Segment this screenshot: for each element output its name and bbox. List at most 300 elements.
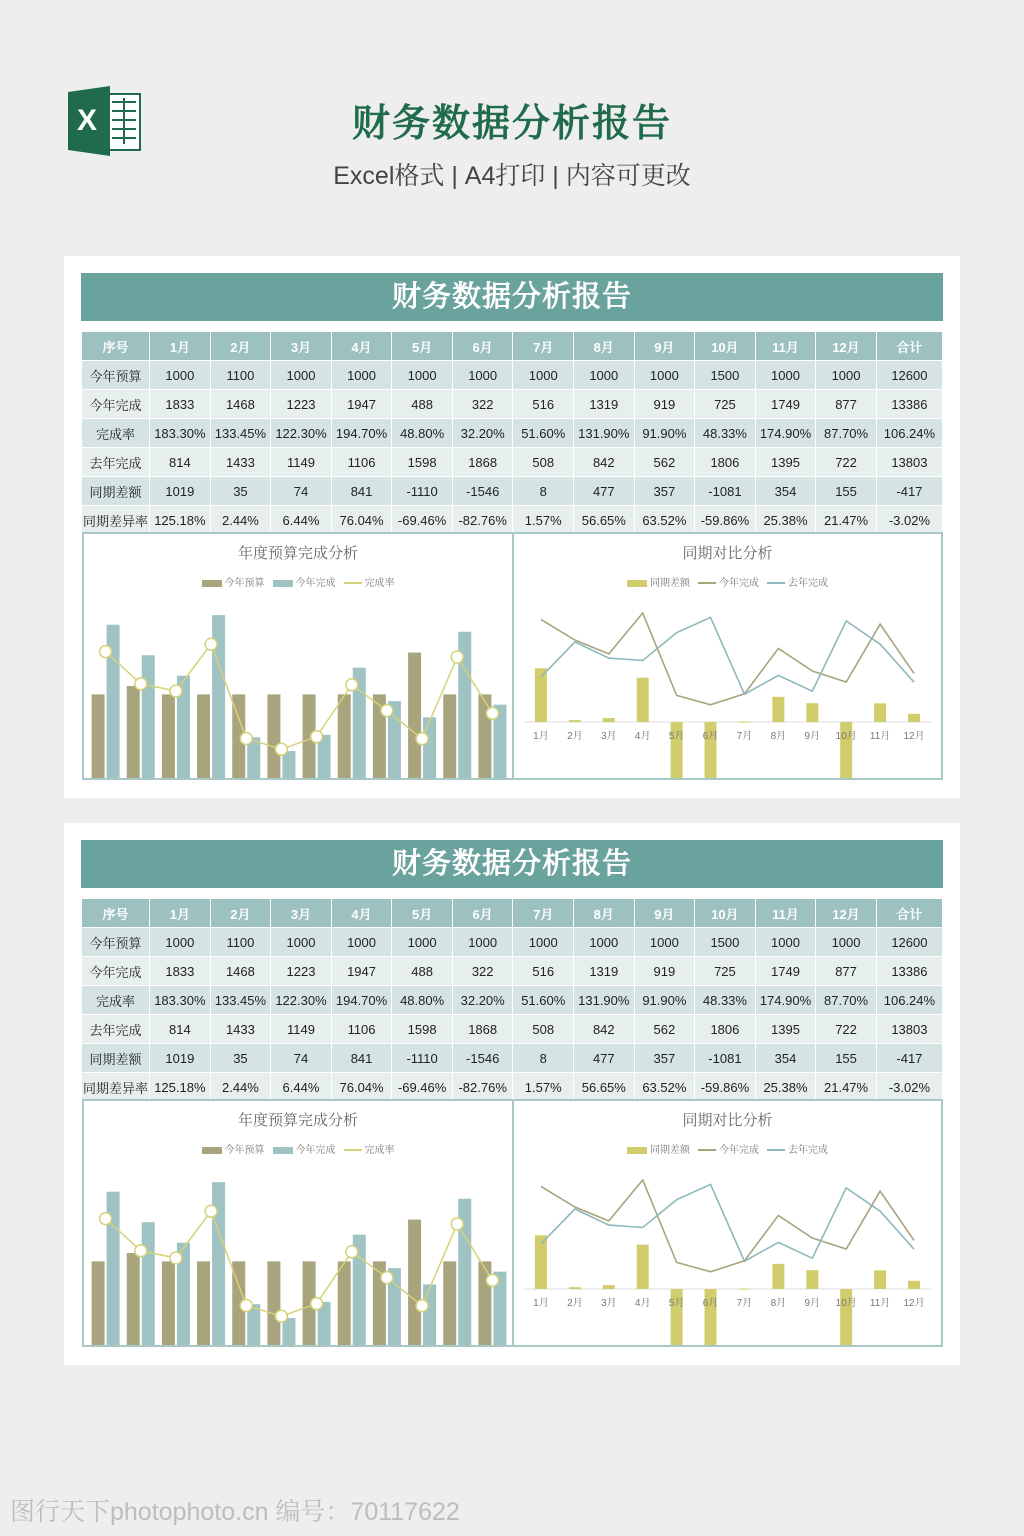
table-cell: 13386 xyxy=(876,390,942,419)
table-cell: 2.44% xyxy=(210,506,271,535)
column-header: 12月 xyxy=(816,332,877,361)
table-cell: 1000 xyxy=(150,928,211,957)
table-cell: 76.04% xyxy=(331,506,392,535)
table-cell: 1749 xyxy=(755,957,816,986)
table-cell: 562 xyxy=(634,448,695,477)
table-cell: 842 xyxy=(574,448,635,477)
x-tick-label: 8月 xyxy=(770,731,787,742)
column-header: 序号 xyxy=(82,899,150,928)
table-cell: 133.45% xyxy=(210,986,271,1015)
table-cell: 1000 xyxy=(452,361,513,390)
report-title: 财务数据分析报告 xyxy=(81,840,943,888)
completion-rate-point xyxy=(205,1205,217,1217)
budget-bar xyxy=(443,1261,456,1345)
last-year-line xyxy=(541,617,914,694)
page-header xyxy=(0,0,1024,230)
table-cell: 357 xyxy=(634,477,695,506)
table-header-row xyxy=(82,332,943,361)
this-year-line xyxy=(541,1180,914,1272)
report-card-2 xyxy=(64,823,960,1365)
column-header: 4月 xyxy=(331,332,392,361)
yoy-diff-bar xyxy=(908,714,920,722)
table-cell: 1000 xyxy=(392,928,453,957)
table-cell: -82.76% xyxy=(452,506,513,535)
table-cell: 76.04% xyxy=(331,1073,392,1102)
completion-rate-point xyxy=(486,1274,498,1286)
legend-label: 同期差额 xyxy=(650,1145,690,1156)
column-header: 3月 xyxy=(271,332,332,361)
table-cell: 1.57% xyxy=(513,1073,574,1102)
table-cell: 13803 xyxy=(876,1015,942,1044)
table-cell: 21.47% xyxy=(816,1073,877,1102)
table-cell: 6.44% xyxy=(271,1073,332,1102)
table-cell: -1081 xyxy=(695,1044,756,1073)
table-cell: 56.65% xyxy=(574,506,635,535)
table-cell: 1000 xyxy=(755,928,816,957)
table-cell: 322 xyxy=(452,957,513,986)
table-row xyxy=(82,390,943,419)
table-row xyxy=(82,448,943,477)
table-cell: 1947 xyxy=(331,957,392,986)
column-header: 2月 xyxy=(210,899,271,928)
table-cell: 155 xyxy=(816,1044,877,1073)
table-cell: 48.33% xyxy=(695,419,756,448)
completion-rate-point xyxy=(205,638,217,650)
table-cell: 106.24% xyxy=(876,419,942,448)
legend-label: 今年预算 xyxy=(224,1145,265,1156)
watermark: 图行天下photophoto.cn 编号：70117622 xyxy=(10,1498,460,1526)
x-tick-label: 3月 xyxy=(601,731,617,742)
table-cell: 13386 xyxy=(876,957,942,986)
table-cell: 91.90% xyxy=(634,986,695,1015)
x-tick-label: 6月 xyxy=(702,1298,719,1309)
yoy-diff-bar xyxy=(603,1285,615,1289)
table-cell: 1000 xyxy=(574,928,635,957)
legend-label: 今年完成 xyxy=(295,1145,336,1156)
table-cell: 1000 xyxy=(331,928,392,957)
completed-bar xyxy=(142,655,155,778)
completion-rate-point xyxy=(275,1310,287,1322)
column-header: 10月 xyxy=(695,899,756,928)
table-cell: 2.44% xyxy=(210,1073,271,1102)
table-cell: 1319 xyxy=(574,957,635,986)
table-cell: 74 xyxy=(271,1044,332,1073)
table-cell: 1868 xyxy=(452,1015,513,1044)
table-cell: 322 xyxy=(452,390,513,419)
table-cell: 1000 xyxy=(634,928,695,957)
completion-rate-point xyxy=(381,705,393,717)
table-cell: -1110 xyxy=(392,477,453,506)
table-cell: 1000 xyxy=(755,361,816,390)
column-header: 3月 xyxy=(271,899,332,928)
yoy-diff-bar xyxy=(738,1289,750,1290)
column-header: 序号 xyxy=(82,332,150,361)
column-header: 8月 xyxy=(574,332,635,361)
table-row xyxy=(82,477,943,506)
budget-bar xyxy=(267,1261,280,1345)
table-cell: 48.80% xyxy=(392,986,453,1015)
yoy-diff-bar xyxy=(874,703,886,722)
table-cell: -1546 xyxy=(452,477,513,506)
table-cell: 87.70% xyxy=(816,419,877,448)
table-header-row xyxy=(82,899,943,928)
budget-bar xyxy=(197,694,210,778)
budget-bar xyxy=(408,653,421,778)
table-cell: 1319 xyxy=(574,390,635,419)
column-header: 9月 xyxy=(634,899,695,928)
table-cell: 877 xyxy=(816,957,877,986)
table-cell: 725 xyxy=(695,390,756,419)
column-header: 6月 xyxy=(452,332,513,361)
table-cell: 35 xyxy=(210,477,271,506)
table-cell: 1106 xyxy=(331,1015,392,1044)
table-cell: 1500 xyxy=(695,361,756,390)
table-cell: -69.46% xyxy=(392,506,453,535)
legend-label: 今年完成 xyxy=(719,1145,759,1156)
table-cell: 25.38% xyxy=(755,1073,816,1102)
table-cell: 1468 xyxy=(210,390,271,419)
column-header: 8月 xyxy=(574,899,635,928)
budget-bar xyxy=(338,694,351,778)
table-cell: 1433 xyxy=(210,1015,271,1044)
row-label: 今年完成 xyxy=(82,390,150,419)
completion-rate-point xyxy=(240,732,252,744)
table-cell: -1081 xyxy=(695,477,756,506)
table-cell: 1395 xyxy=(755,448,816,477)
table-cell: 1000 xyxy=(271,361,332,390)
table-cell: 1000 xyxy=(513,361,574,390)
table-cell: 477 xyxy=(574,1044,635,1073)
completion-rate-point xyxy=(135,1245,147,1257)
table-cell: 1000 xyxy=(634,361,695,390)
table-cell: 841 xyxy=(331,477,392,506)
table-cell: 74 xyxy=(271,477,332,506)
budget-completion-chart xyxy=(82,1099,512,1347)
completed-bar xyxy=(423,1284,436,1345)
legend-label: 今年完成 xyxy=(719,578,759,589)
this-year-line xyxy=(541,613,914,705)
table-cell: 51.60% xyxy=(513,419,574,448)
column-header: 6月 xyxy=(452,899,513,928)
x-tick-label: 1月 xyxy=(533,1298,549,1309)
table-cell: 131.90% xyxy=(574,419,635,448)
x-tick-label: 6月 xyxy=(702,731,719,742)
table-cell: 1868 xyxy=(452,448,513,477)
table-cell: 841 xyxy=(331,1044,392,1073)
table-row xyxy=(82,928,943,957)
table-cell: 1000 xyxy=(452,928,513,957)
x-tick-label: 9月 xyxy=(804,731,821,742)
table-cell: -417 xyxy=(876,1044,942,1073)
column-header: 5月 xyxy=(392,899,453,928)
x-tick-label: 11月 xyxy=(869,1298,891,1309)
chart-title: 同期对比分析 xyxy=(682,545,773,562)
table-cell: 106.24% xyxy=(876,986,942,1015)
budget-bar xyxy=(127,686,140,778)
legend-label: 完成率 xyxy=(364,578,395,589)
table-cell: -59.86% xyxy=(695,506,756,535)
x-tick-label: 11月 xyxy=(869,731,891,742)
completion-rate-point xyxy=(100,646,112,658)
x-tick-label: 3月 xyxy=(601,1298,617,1309)
table-cell: 842 xyxy=(574,1015,635,1044)
completed-bar xyxy=(423,717,436,778)
budget-bar xyxy=(162,1261,175,1345)
column-header: 11月 xyxy=(755,899,816,928)
table-cell: -1110 xyxy=(392,1044,453,1073)
table-cell: 21.47% xyxy=(816,506,877,535)
table-cell: 814 xyxy=(150,448,211,477)
table-cell: 722 xyxy=(816,1015,877,1044)
x-tick-label: 7月 xyxy=(736,731,753,742)
table-cell: 1019 xyxy=(150,477,211,506)
row-label: 今年预算 xyxy=(82,361,150,390)
table-cell: 516 xyxy=(513,957,574,986)
row-label: 同期差异率 xyxy=(82,506,150,535)
page-title: 财务数据分析报告 xyxy=(351,103,672,145)
finance-table xyxy=(81,331,943,535)
column-header: 2月 xyxy=(210,332,271,361)
table-cell: -69.46% xyxy=(392,1073,453,1102)
table-cell: 354 xyxy=(755,1044,816,1073)
table-row xyxy=(82,1015,943,1044)
row-label: 今年完成 xyxy=(82,957,150,986)
table-cell: 1000 xyxy=(816,361,877,390)
x-tick-label: 7月 xyxy=(736,1298,753,1309)
table-cell: 131.90% xyxy=(574,986,635,1015)
x-tick-label: 5月 xyxy=(668,1298,685,1309)
column-header: 5月 xyxy=(392,332,453,361)
x-tick-label: 12月 xyxy=(903,731,925,742)
yoy-diff-bar xyxy=(569,1287,581,1289)
table-cell: 32.20% xyxy=(452,986,513,1015)
completion-rate-point xyxy=(486,707,498,719)
table-row xyxy=(82,419,943,448)
table-cell: 56.65% xyxy=(574,1073,635,1102)
table-cell: 1100 xyxy=(210,928,271,957)
table-cell: 508 xyxy=(513,448,574,477)
excel-logo-letter: X xyxy=(76,104,98,137)
budget-bar xyxy=(478,1261,491,1345)
table-row xyxy=(82,957,943,986)
table-cell: 48.80% xyxy=(392,419,453,448)
x-tick-label: 1月 xyxy=(533,731,549,742)
table-cell: 25.38% xyxy=(755,506,816,535)
table-cell: 477 xyxy=(574,477,635,506)
yoy-diff-bar xyxy=(806,703,818,722)
row-label: 同期差异率 xyxy=(82,1073,150,1102)
column-header: 7月 xyxy=(513,332,574,361)
completed-bar xyxy=(142,1222,155,1345)
row-label: 今年预算 xyxy=(82,928,150,957)
completion-rate-point xyxy=(451,1218,463,1230)
table-cell: 1019 xyxy=(150,1044,211,1073)
row-label: 同期差额 xyxy=(82,477,150,506)
table-cell: 1149 xyxy=(271,1015,332,1044)
table-cell: 357 xyxy=(634,1044,695,1073)
yoy-diff-bar xyxy=(772,697,784,722)
column-header: 4月 xyxy=(331,899,392,928)
column-header: 9月 xyxy=(634,332,695,361)
table-cell: 8 xyxy=(513,477,574,506)
completion-rate-point xyxy=(275,743,287,755)
table-cell: 87.70% xyxy=(816,986,877,1015)
table-cell: 877 xyxy=(816,390,877,419)
completion-rate-point xyxy=(100,1213,112,1225)
row-label: 去年完成 xyxy=(82,1015,150,1044)
table-cell: 1000 xyxy=(331,361,392,390)
table-row xyxy=(82,986,943,1015)
completion-rate-point xyxy=(416,1300,428,1312)
column-header: 11月 xyxy=(755,332,816,361)
completion-rate-point xyxy=(240,1299,252,1311)
table-cell: 1468 xyxy=(210,957,271,986)
yoy-diff-bar xyxy=(772,1264,784,1289)
yoy-diff-bar xyxy=(637,678,649,722)
yoy-diff-bar xyxy=(908,1281,920,1289)
x-tick-label: 4月 xyxy=(634,731,651,742)
budget-bar xyxy=(408,1220,421,1345)
completion-rate-point xyxy=(170,685,182,697)
completion-rate-point xyxy=(170,1252,182,1264)
table-cell: 1223 xyxy=(271,390,332,419)
row-label: 同期差额 xyxy=(82,1044,150,1073)
legend-label: 今年完成 xyxy=(295,578,336,589)
table-cell: 1223 xyxy=(271,957,332,986)
legend-label: 今年预算 xyxy=(224,578,265,589)
yoy-diff-bar xyxy=(637,1245,649,1289)
yoy-diff-bar xyxy=(569,720,581,722)
table-row xyxy=(82,1073,943,1102)
table-cell: 91.90% xyxy=(634,419,695,448)
chart-title: 年度预算完成分析 xyxy=(237,545,358,562)
report-card-1 xyxy=(64,256,960,798)
table-cell: 354 xyxy=(755,477,816,506)
budget-bar xyxy=(197,1261,210,1345)
table-cell: 1.57% xyxy=(513,506,574,535)
table-cell: 919 xyxy=(634,390,695,419)
legend-label: 完成率 xyxy=(364,1145,395,1156)
table-cell: 183.30% xyxy=(150,419,211,448)
table-cell: -59.86% xyxy=(695,1073,756,1102)
budget-completion-chart xyxy=(82,532,512,780)
x-tick-label: 10月 xyxy=(835,1298,857,1309)
table-cell: 35 xyxy=(210,1044,271,1073)
legend-label: 去年完成 xyxy=(788,578,828,589)
table-cell: -82.76% xyxy=(452,1073,513,1102)
table-cell: 63.52% xyxy=(634,506,695,535)
completion-rate-point xyxy=(311,1298,323,1310)
budget-bar xyxy=(92,694,105,778)
table-cell: 51.60% xyxy=(513,986,574,1015)
row-label: 去年完成 xyxy=(82,448,150,477)
table-cell: 48.33% xyxy=(695,986,756,1015)
x-tick-label: 5月 xyxy=(668,731,685,742)
completion-rate-point xyxy=(451,651,463,663)
table-row xyxy=(82,1044,943,1073)
budget-bar xyxy=(162,694,175,778)
completion-rate-point xyxy=(346,1246,358,1258)
table-cell: -1546 xyxy=(452,1044,513,1073)
budget-bar xyxy=(338,1261,351,1345)
x-tick-label: 12月 xyxy=(903,1298,925,1309)
table-cell: 516 xyxy=(513,390,574,419)
budget-bar xyxy=(92,1261,105,1345)
table-cell: 1833 xyxy=(150,390,211,419)
table-cell: 488 xyxy=(392,390,453,419)
table-cell: 122.30% xyxy=(271,419,332,448)
budget-bar xyxy=(443,694,456,778)
table-cell: -417 xyxy=(876,477,942,506)
table-cell: 562 xyxy=(634,1015,695,1044)
completion-rate-point xyxy=(311,731,323,743)
table-cell: 32.20% xyxy=(452,419,513,448)
table-cell: 1947 xyxy=(331,390,392,419)
table-cell: 1598 xyxy=(392,448,453,477)
yoy-diff-bar xyxy=(603,718,615,722)
finance-table xyxy=(81,898,943,1102)
table-cell: 1106 xyxy=(331,448,392,477)
table-cell: 1806 xyxy=(695,1015,756,1044)
table-cell: 133.45% xyxy=(210,419,271,448)
column-header: 1月 xyxy=(150,332,211,361)
table-cell: 1149 xyxy=(271,448,332,477)
yoy-diff-bar xyxy=(738,722,750,723)
table-row xyxy=(82,506,943,535)
page-subtitle: Excel格式 | A4打印 | 内容可更改 xyxy=(333,162,691,190)
report-title: 财务数据分析报告 xyxy=(81,273,943,321)
table-cell: 508 xyxy=(513,1015,574,1044)
column-header: 合计 xyxy=(876,899,942,928)
table-cell: 1395 xyxy=(755,1015,816,1044)
table-cell: 1000 xyxy=(150,361,211,390)
x-tick-label: 9月 xyxy=(804,1298,821,1309)
table-cell: 12600 xyxy=(876,361,942,390)
column-header: 1月 xyxy=(150,899,211,928)
yoy-comparison-chart xyxy=(512,1099,943,1347)
budget-bar xyxy=(127,1253,140,1345)
table-cell: 1433 xyxy=(210,448,271,477)
table-cell: 725 xyxy=(695,957,756,986)
completion-rate-point xyxy=(346,679,358,691)
table-cell: 12600 xyxy=(876,928,942,957)
table-cell: 1000 xyxy=(392,361,453,390)
table-cell: 63.52% xyxy=(634,1073,695,1102)
x-tick-label: 8月 xyxy=(770,1298,787,1309)
table-cell: 125.18% xyxy=(150,506,211,535)
column-header: 合计 xyxy=(876,332,942,361)
x-tick-label: 10月 xyxy=(835,731,857,742)
table-cell: 1500 xyxy=(695,928,756,957)
table-cell: 183.30% xyxy=(150,986,211,1015)
table-cell: 814 xyxy=(150,1015,211,1044)
budget-bar xyxy=(478,694,491,778)
table-cell: 8 xyxy=(513,1044,574,1073)
completion-rate-point xyxy=(416,733,428,745)
table-cell: 1000 xyxy=(513,928,574,957)
budget-bar xyxy=(267,694,280,778)
completion-rate-point xyxy=(381,1272,393,1284)
table-cell: 1000 xyxy=(816,928,877,957)
table-row xyxy=(82,361,943,390)
table-cell: 155 xyxy=(816,477,877,506)
completion-rate-point xyxy=(135,678,147,690)
x-tick-label: 2月 xyxy=(567,1298,583,1309)
yoy-diff-bar xyxy=(806,1270,818,1289)
table-cell: -3.02% xyxy=(876,1073,942,1102)
x-tick-label: 2月 xyxy=(567,731,583,742)
table-cell: 1806 xyxy=(695,448,756,477)
